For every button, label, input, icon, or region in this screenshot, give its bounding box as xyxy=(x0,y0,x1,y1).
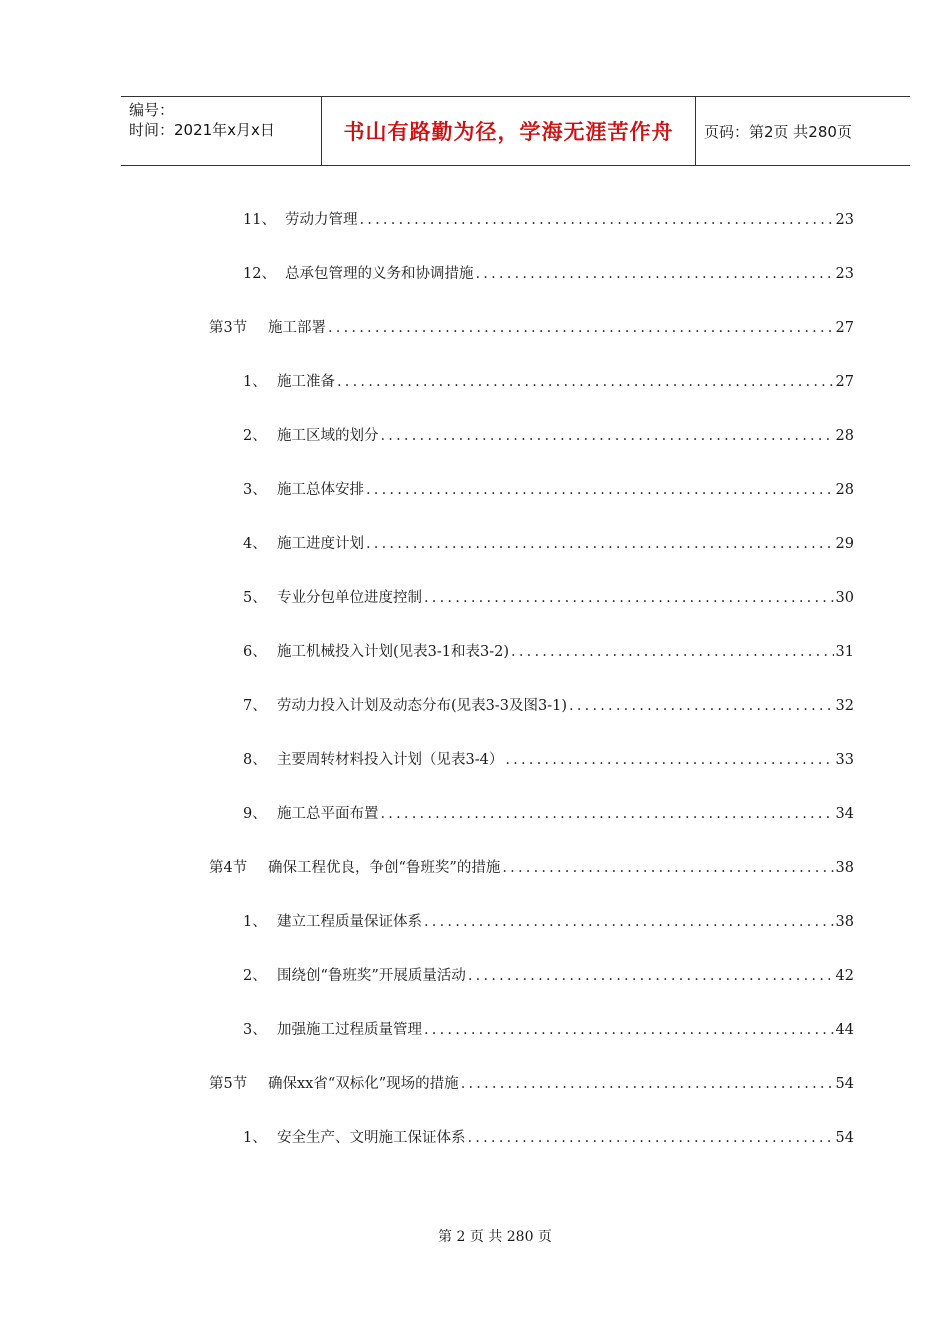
toc-entry-number: 7、 xyxy=(243,698,267,714)
toc-entry[interactable] xyxy=(243,910,854,932)
toc-entry-number: 9、 xyxy=(243,806,267,822)
page-footer: 第 2 页 共 280 页 xyxy=(438,1229,552,1245)
toc-entry-title: 施工进度计划 xyxy=(277,536,364,552)
toc-entry-title: 安全生产、文明施工保证体系 xyxy=(277,1130,466,1146)
toc-entry-number: 11、 xyxy=(243,212,276,228)
toc-entry-number: 2、 xyxy=(243,968,267,984)
toc-entry-number: 5、 xyxy=(243,590,267,606)
toc-entry-title: 总承包管理的义务和协调措施 xyxy=(285,266,474,282)
toc-entry-title: 确保xx省“双标化”现场的措施 xyxy=(268,1076,459,1092)
toc-entry-number: 8、 xyxy=(243,752,267,768)
toc-entry-title: 劳动力投入计划及动态分布(见表3-3及图3-1) xyxy=(277,698,568,714)
toc-dot-leader xyxy=(424,1022,834,1038)
toc-entry[interactable] xyxy=(243,802,854,824)
toc-dot-leader xyxy=(328,320,834,336)
toc-entry-page: 34 xyxy=(835,806,854,822)
toc-entry[interactable] xyxy=(243,208,854,230)
toc-entry-title: 施工部署 xyxy=(268,320,326,336)
toc-entry-page: 30 xyxy=(835,590,854,606)
toc-dot-leader xyxy=(360,212,834,228)
toc-entry-page: 33 xyxy=(835,752,854,768)
toc-section-entry[interactable] xyxy=(209,1072,854,1094)
toc-entry-number: 第4节 xyxy=(209,860,248,876)
toc-dot-leader xyxy=(424,590,834,606)
toc-entry-number: 1、 xyxy=(243,1130,267,1146)
toc-dot-leader xyxy=(381,428,834,444)
toc-entry[interactable] xyxy=(243,748,854,770)
toc-entry-page: 54 xyxy=(835,1076,854,1092)
toc-dot-leader xyxy=(476,266,834,282)
toc-entry-title: 围绕创“鲁班奖”开展质量活动 xyxy=(277,968,466,984)
toc-entry[interactable] xyxy=(243,1018,854,1040)
toc-section-entry[interactable] xyxy=(209,316,854,338)
toc-section-entry[interactable] xyxy=(209,856,854,878)
toc-entry-number: 第5节 xyxy=(209,1076,248,1092)
toc-entry-title: 主要周转材料投入计划（见表3-4） xyxy=(277,752,504,768)
toc-entry-page: 29 xyxy=(835,536,854,552)
toc-dot-leader xyxy=(502,860,833,876)
toc-entry-title: 专业分包单位进度控制 xyxy=(277,590,422,606)
header-page-cell xyxy=(696,97,910,165)
toc-entry-title: 施工区域的划分 xyxy=(277,428,379,444)
toc-entry-number: 3、 xyxy=(243,482,267,498)
toc-entry-page: 23 xyxy=(835,212,854,228)
toc-entry[interactable] xyxy=(243,640,854,662)
toc-entry[interactable] xyxy=(243,262,854,284)
toc-entry[interactable] xyxy=(243,532,854,554)
toc-entry-title: 施工总平面布置 xyxy=(277,806,379,822)
toc-entry-page: 28 xyxy=(835,428,854,444)
toc-entry-title: 加强施工过程质量管理 xyxy=(277,1022,422,1038)
toc-entry-number: 第3节 xyxy=(209,320,248,336)
toc-entry[interactable] xyxy=(243,424,854,446)
toc-entry[interactable] xyxy=(243,478,854,500)
toc-entry-page: 23 xyxy=(835,266,854,282)
toc-entry-page: 28 xyxy=(835,482,854,498)
page-info-text: 页码：第2页 共280页 xyxy=(704,122,852,141)
toc-dot-leader xyxy=(468,1130,834,1146)
toc-entry-page: 27 xyxy=(835,374,854,390)
toc-entry[interactable] xyxy=(243,370,854,392)
toc-dot-leader xyxy=(569,698,834,714)
toc-entry-page: 38 xyxy=(835,860,854,876)
toc-dot-leader xyxy=(366,536,834,552)
serial-number-label: 编号： xyxy=(129,101,175,119)
toc-dot-leader xyxy=(468,968,834,984)
toc-entry-page: 27 xyxy=(835,320,854,336)
toc-dot-leader xyxy=(366,482,834,498)
toc-entry-number: 6、 xyxy=(243,644,267,660)
toc-entry-page: 44 xyxy=(835,1022,854,1038)
toc-entry-title: 确保工程优良，争创“鲁班奖”的措施 xyxy=(268,860,501,876)
toc-entry-title: 建立工程质量保证体系 xyxy=(277,914,422,930)
toc-dot-leader xyxy=(511,644,834,660)
toc-entry-number: 1、 xyxy=(243,374,267,390)
toc-entry[interactable] xyxy=(243,964,854,986)
toc-entry-number: 3、 xyxy=(243,1022,267,1038)
toc-dot-leader xyxy=(505,752,833,768)
toc-entry-title: 施工准备 xyxy=(277,374,335,390)
toc-entry[interactable] xyxy=(243,694,854,716)
header-motto-cell xyxy=(322,97,696,165)
time-label: 时间：2021年x月x日 xyxy=(129,121,275,139)
toc-entry-number: 4、 xyxy=(243,536,267,552)
toc-entry-page: 54 xyxy=(835,1130,854,1146)
toc-entry-title: 劳动力管理 xyxy=(285,212,358,228)
toc-entry-page: 38 xyxy=(835,914,854,930)
toc-entry-page: 31 xyxy=(835,644,854,660)
toc-entry[interactable] xyxy=(243,586,854,608)
toc-entry-number: 12、 xyxy=(243,266,276,282)
toc-entry-number: 1、 xyxy=(243,914,267,930)
motto-text: 书山有路勤为径，学海无涯苦作舟 xyxy=(343,120,674,144)
toc-entry[interactable] xyxy=(243,1126,854,1148)
page-header xyxy=(121,96,910,166)
toc-entry-title: 施工机械投入计划(见表3-1和表3-2) xyxy=(277,644,510,660)
toc-entry-number: 2、 xyxy=(243,428,267,444)
header-info-cell xyxy=(121,97,322,165)
toc-dot-leader xyxy=(337,374,834,390)
toc-dot-leader xyxy=(424,914,834,930)
toc-entry-title: 施工总体安排 xyxy=(277,482,364,498)
toc-entry-page: 32 xyxy=(835,698,854,714)
toc-dot-leader xyxy=(381,806,834,822)
toc-entry-page: 42 xyxy=(835,968,854,984)
toc-dot-leader xyxy=(461,1076,834,1092)
